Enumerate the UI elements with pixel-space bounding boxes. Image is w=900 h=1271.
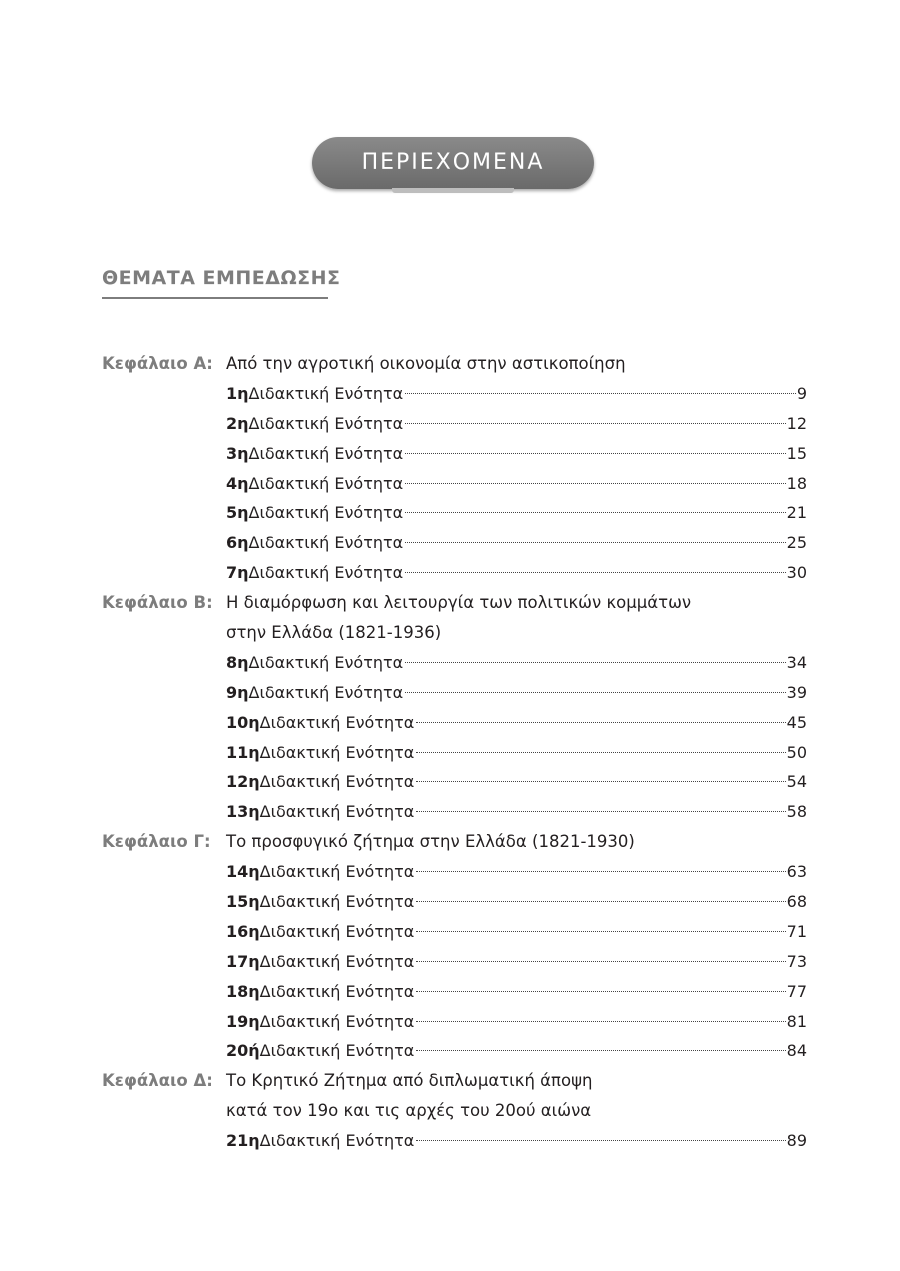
- unit-number: 9η: [226, 682, 249, 702]
- unit-number: 6η: [226, 533, 249, 553]
- toc-entry[interactable]: [102, 409, 807, 439]
- unit-number: 14η: [226, 862, 260, 882]
- unit-number: 10η: [226, 712, 260, 732]
- chapter-label: Κεφάλαιο Β:: [102, 593, 213, 613]
- unit-label: Διδακτική Ενότητα: [259, 981, 415, 1001]
- chapter-title: Από την αγροτική οικονομία στην αστικοποίηση: [226, 354, 626, 373]
- toc-entry[interactable]: [102, 558, 807, 588]
- page-number: 54: [786, 772, 807, 792]
- page-number: 77: [786, 981, 807, 1001]
- page-number: 9: [796, 383, 807, 403]
- dot-leader: [405, 423, 785, 424]
- dot-leader: [405, 572, 785, 573]
- unit-number: 15η: [226, 892, 260, 912]
- section-heading-underline: [102, 297, 328, 299]
- dot-leader: [405, 453, 785, 454]
- chapter-label: Κεφάλαιο Δ:: [102, 1071, 213, 1091]
- unit-label: Διδακτική Ενότητα: [259, 1131, 415, 1151]
- unit-number: 21η: [226, 1131, 260, 1151]
- unit-label: Διδακτική Ενότητα: [259, 951, 415, 971]
- section-heading: ΘΕΜΑΤΑ ΕΜΠΕΔΩΣΗΣ: [102, 267, 341, 289]
- chapter-title-continuation: [102, 618, 807, 648]
- toc-entry[interactable]: [102, 797, 807, 827]
- unit-number: 1η: [226, 383, 249, 403]
- table-of-contents: [102, 349, 807, 1156]
- toc-entry[interactable]: [102, 947, 807, 977]
- unit-number: 16η: [226, 921, 260, 941]
- unit-label: Διδακτική Ενότητα: [259, 772, 415, 792]
- toc-entry[interactable]: [102, 469, 807, 499]
- unit-number: 7η: [226, 563, 249, 583]
- dot-leader: [416, 991, 785, 992]
- contents-banner: [312, 137, 594, 189]
- page-number: 45: [786, 712, 807, 732]
- page-number: 39: [786, 682, 807, 702]
- toc-entry[interactable]: [102, 678, 807, 708]
- unit-number: 2η: [226, 413, 249, 433]
- toc-entry[interactable]: [102, 708, 807, 738]
- contents-title: ΠΕΡΙΕΧΟΜΕΝΑ: [361, 150, 545, 175]
- toc-entry[interactable]: [102, 379, 807, 409]
- toc-entry[interactable]: [102, 1007, 807, 1037]
- dot-leader: [416, 1050, 785, 1051]
- dot-leader: [405, 692, 785, 693]
- page-number: 68: [786, 892, 807, 912]
- toc-entry[interactable]: [102, 1126, 807, 1156]
- page-number: 73: [786, 951, 807, 971]
- chapter-heading-c: [102, 827, 807, 857]
- dot-leader: [416, 722, 785, 723]
- dot-leader: [416, 901, 785, 902]
- unit-label: Διδακτική Ενότητα: [248, 413, 404, 433]
- toc-entry[interactable]: [102, 977, 807, 1007]
- chapter-label: Κεφάλαιο Γ:: [102, 832, 211, 852]
- dot-leader: [416, 811, 785, 812]
- chapter-label: Κεφάλαιο Α:: [102, 354, 213, 373]
- unit-number: 8η: [226, 652, 249, 672]
- chapter-title: Το Κρητικό Ζήτημα από διπλωματική άποψη: [226, 1071, 593, 1091]
- dot-leader: [416, 1021, 785, 1022]
- page-number: 63: [786, 862, 807, 882]
- page-number: 12: [786, 413, 807, 433]
- unit-number: 13η: [226, 802, 260, 822]
- unit-label: Διδακτική Ενότητα: [248, 383, 404, 403]
- unit-number: 18η: [226, 981, 260, 1001]
- unit-label: Διδακτική Ενότητα: [248, 682, 404, 702]
- chapter-title-line-2: στην Ελλάδα (1821-1936): [226, 623, 442, 643]
- chapter-title-continuation: [102, 1096, 807, 1126]
- toc-entry[interactable]: [102, 767, 807, 797]
- page-number: 58: [786, 802, 807, 822]
- toc-entry[interactable]: [102, 738, 807, 768]
- page-number: 71: [786, 921, 807, 941]
- chapter-heading-a: [102, 349, 807, 379]
- unit-label: Διδακτική Ενότητα: [259, 921, 415, 941]
- toc-entry[interactable]: [102, 439, 807, 469]
- dot-leader: [405, 483, 785, 484]
- unit-number: 5η: [226, 503, 249, 523]
- toc-entry[interactable]: [102, 887, 807, 917]
- dot-leader: [416, 871, 785, 872]
- page-number: 25: [786, 533, 807, 553]
- chapter-heading-b: [102, 588, 807, 618]
- unit-number: 4η: [226, 473, 249, 493]
- page-number: 18: [786, 473, 807, 493]
- unit-label: Διδακτική Ενότητα: [259, 1011, 415, 1031]
- page-number: 50: [786, 742, 807, 762]
- dot-leader: [416, 781, 785, 782]
- unit-label: Διδακτική Ενότητα: [259, 802, 415, 822]
- unit-label: Διδακτική Ενότητα: [248, 473, 404, 493]
- dot-leader: [416, 931, 785, 932]
- toc-entry[interactable]: [102, 1036, 807, 1066]
- page-number: 21: [786, 503, 807, 523]
- toc-entry[interactable]: [102, 498, 807, 528]
- dot-leader: [416, 961, 785, 962]
- unit-label: Διδακτική Ενότητα: [248, 563, 404, 583]
- chapter-heading-d: [102, 1066, 807, 1096]
- toc-entry[interactable]: [102, 648, 807, 678]
- unit-number: 11η: [226, 742, 260, 762]
- unit-label: Διδακτική Ενότητα: [259, 1041, 415, 1061]
- unit-label: Διδακτική Ενότητα: [248, 652, 404, 672]
- chapter-title: Η διαμόρφωση και λειτουργία των πολιτικών κομμάτων: [226, 593, 692, 613]
- dot-leader: [416, 1140, 785, 1141]
- toc-entry[interactable]: [102, 917, 807, 947]
- toc-entry[interactable]: [102, 857, 807, 887]
- chapter-title: Το προσφυγικό ζήτημα στην Ελλάδα (1821-1930): [226, 832, 635, 852]
- page-number: 30: [786, 563, 807, 583]
- dot-leader: [405, 393, 796, 394]
- page-number: 81: [786, 1011, 807, 1031]
- unit-label: Διδακτική Ενότητα: [248, 443, 404, 463]
- page-number: 84: [786, 1041, 807, 1061]
- page-number: 34: [786, 652, 807, 672]
- page-number: 15: [786, 443, 807, 463]
- unit-number: 12η: [226, 772, 260, 792]
- dot-leader: [405, 542, 785, 543]
- unit-label: Διδακτική Ενότητα: [259, 742, 415, 762]
- dot-leader: [405, 662, 785, 663]
- unit-label: Διδακτική Ενότητα: [248, 503, 404, 523]
- banner-tab-decoration: [392, 188, 514, 193]
- chapter-title-line-2: κατά τον 19ο και τις αρχές του 20ού αιώνα: [226, 1101, 592, 1121]
- unit-number: 17η: [226, 951, 260, 971]
- unit-label: Διδακτική Ενότητα: [259, 892, 415, 912]
- unit-label: Διδακτική Ενότητα: [248, 533, 404, 553]
- unit-label: Διδακτική Ενότητα: [259, 712, 415, 732]
- page-number: 89: [786, 1131, 807, 1151]
- unit-number: 3η: [226, 443, 249, 463]
- unit-number: 20ή: [226, 1041, 260, 1061]
- dot-leader: [416, 752, 785, 753]
- unit-number: 19η: [226, 1011, 260, 1031]
- unit-label: Διδακτική Ενότητα: [259, 862, 415, 882]
- dot-leader: [405, 512, 785, 513]
- toc-entry[interactable]: [102, 528, 807, 558]
